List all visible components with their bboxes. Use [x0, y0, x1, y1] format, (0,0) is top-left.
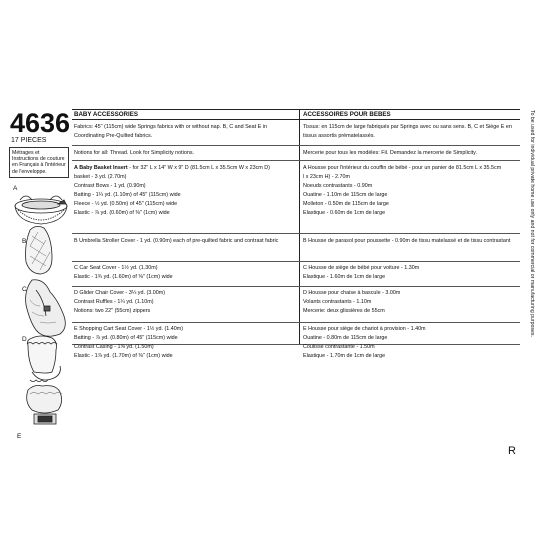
footer-letter: R [508, 445, 516, 457]
english-section-e: E Shopping Cart Seat Cover - 1½ yd. (1.40m) Batting - ⅞ yd. (0.80m) of 45" (115cm) wide Contrast Casing - 1⅝ yd. (1.50m) Elastic - 1⅞ yd. (1.70m) of ⅜" (1cm) wide [74, 326, 184, 359]
french-section-b: B Housse de parasol pour poussette - 0.90m de tissu matelassé et de tissu contrastant [303, 238, 511, 244]
french-notions: Mercerie pour tous les modèles: Fil. Demandez la mercerie de Simplicity. [303, 150, 477, 156]
english-heading: BABY ACCESSORIES [74, 111, 138, 118]
french-section-a: A Housse pour l'intérieur du couffin de bébé - pour un panier de 81.5cm L x 35.5cm l x 23cm H) - 2.70m Noeuds contrastants - 0.90m Ouatine - 1.10m de 115cm de large Molleton - 0.50m de 115cm de large Elastique - 0.60m de 1cm de large [303, 165, 502, 216]
french-section-c: C Housse de siège de bébé pour voiture - 1.30m Elastique - 1.60m de 1cm de large [303, 265, 420, 280]
french-heading: ACCESSOIRES POUR BEBES [303, 111, 391, 118]
french-section-d: D Housse pour chaise à bascule - 3.00m Volants contrastants - 1.10m Mercerie: deux glissières de 55cm [303, 290, 401, 314]
label-e: E [17, 433, 22, 440]
english-section-b: B Umbrella Stroller Cover - 1 yd. (0.90m) each of pre-quilted fabric and contrast fabric [74, 238, 279, 244]
french-fabrics: Tissus: en 115cm de large fabriqués par Springs avec ou sans sens. B, C et Siège E en tissus assortis prématelassés. [303, 124, 512, 139]
english-section-c: C Car Seat Cover - 1½ yd. (1.30m) Elastic - 1¾ yd. (1.60m) of ⅜" (1cm) wide [74, 265, 173, 280]
label-a: A [13, 185, 18, 192]
side-note-text: To be used for individual private home use only and not for commercial or manufacturing purposes. [529, 110, 535, 337]
french-section-e: E Housse pour siège de chariot à provision - 1.40m Ouatine - 0.80m de 115cm de large Coulisse contrastante - 1.50m Elastique - 1.70m de 1cm de large [303, 326, 426, 359]
label-b: B [22, 238, 27, 245]
english-fabrics: Fabrics: 45" (115cm) wide Springs fabrics with or without nap. B, C and Seat E in Coordinating Pre-Quilted fabrics. [74, 124, 267, 139]
english-section-d: D Glider Chair Cover - 3¼ yd. (3.00m) Contrast Ruffles - 1¼ yd. (1.10m) Notions: two 22" (55cm) zippers [74, 290, 166, 314]
label-c: C [22, 286, 27, 293]
side-note [527, 110, 537, 440]
label-d: D [22, 336, 27, 343]
page-number: 4636 [10, 108, 71, 138]
illustration-labels [0, 0, 75, 450]
french-note-box: Métrages et Instructions de couture en Français à l'intérieur de l'enveloppe. [9, 147, 69, 178]
english-notions: Notions for all: Thread. Look for Simplicity notions. [74, 150, 195, 156]
english-section-a: A Baby Basket Insert - for 32" L x 14" W x 9" D (81.5cm L x 35.5cm W x 23cm D) basket - 3 yd. (2.70m) Contrast Bows - 1 yd. (0.90m) Batting - 1¼ yd. (1.10m) of 45" (115cm) wide Fleece - ½ yd. (0.50m) of 45" (115cm) wide Elastic - ⅞ yd. (0.60m) of ⅜" (1cm) wide [74, 165, 270, 216]
a-title: A Baby Basket Insert [74, 165, 128, 171]
pieces-count: 17 PIECES [11, 137, 47, 144]
